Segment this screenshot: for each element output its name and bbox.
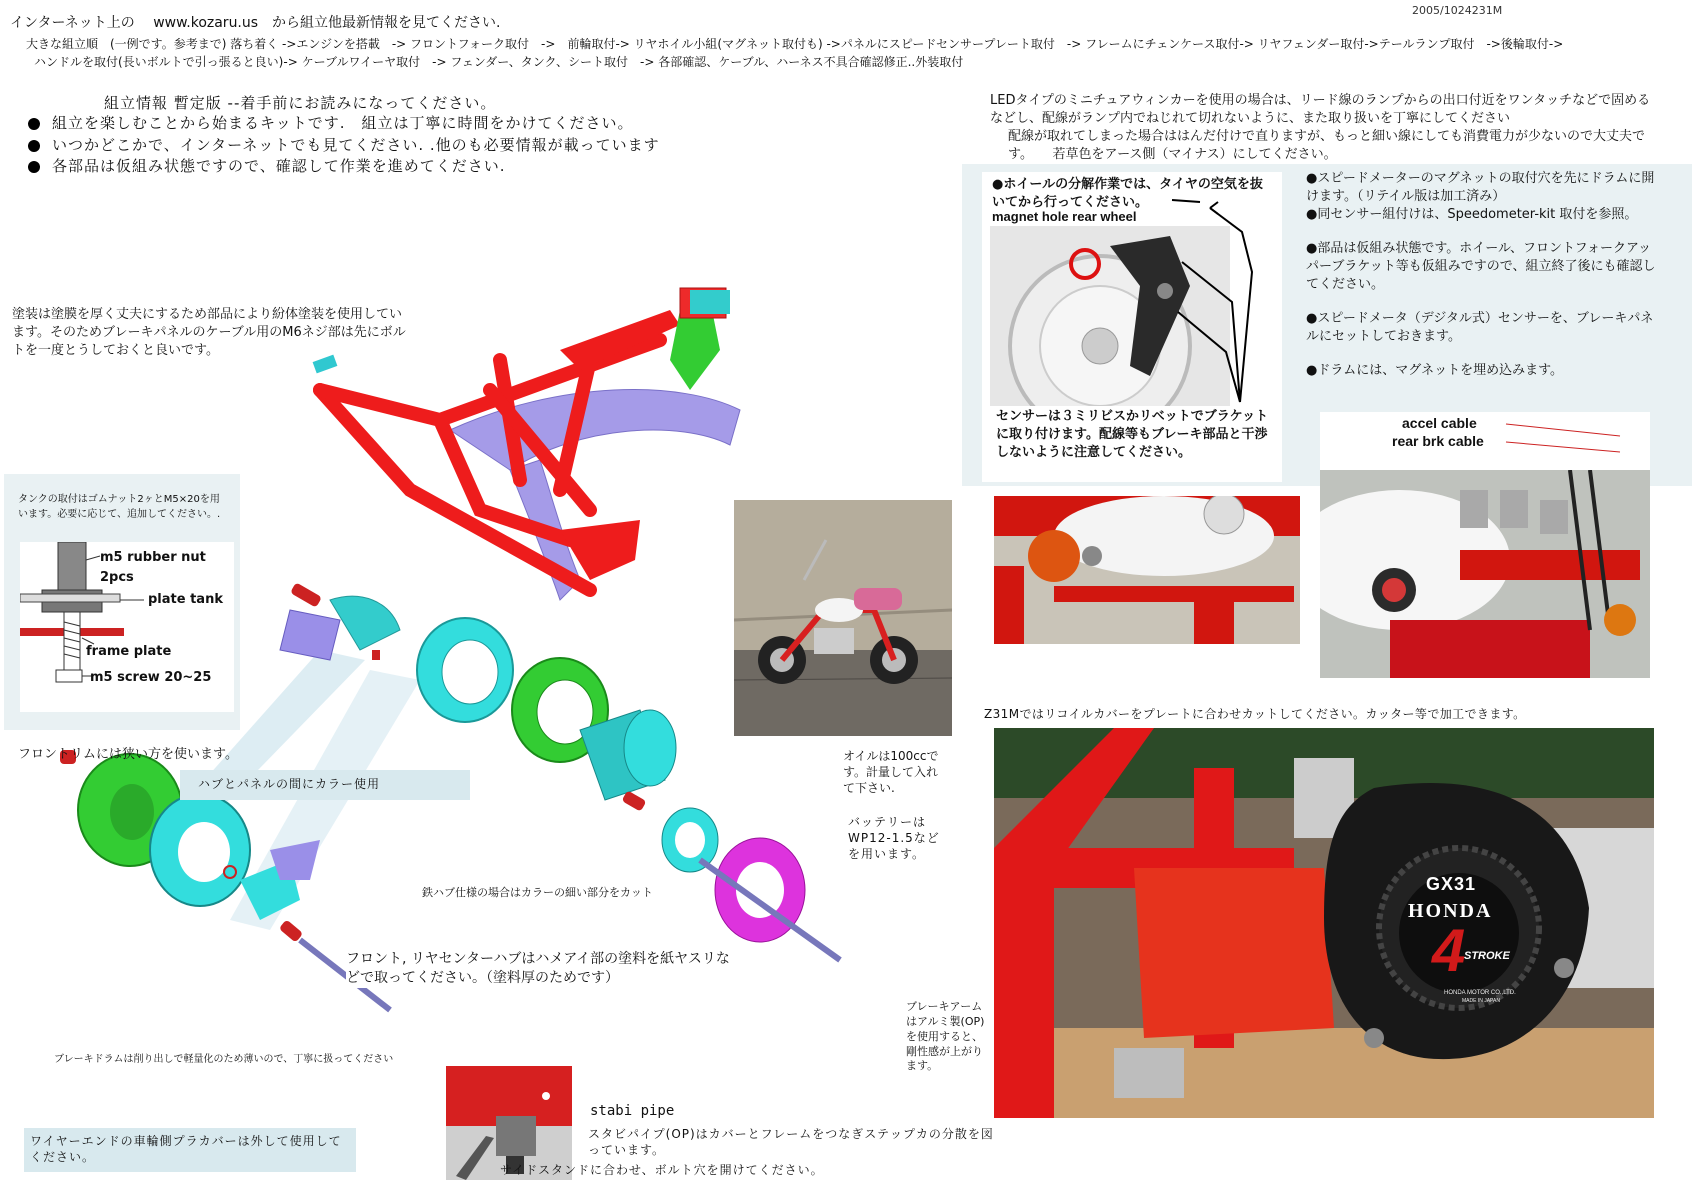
- intro-title: 組立情報 暫定版 --着手前にお読みになってください。: [104, 94, 497, 112]
- label-plate-tank: plate tank: [148, 592, 223, 607]
- tank-cable-image: [1320, 470, 1650, 678]
- engine-model: GX31: [1426, 874, 1477, 894]
- recoil-cover-note: Z31Mではリコイルカバーをプレートに合わせカットしてください。カッター等で加工できます。: [984, 707, 1526, 721]
- bullet-icon: [28, 118, 40, 130]
- intro-bullets: [28, 114, 858, 177]
- collar-note: ハブとパネルの間にカラー使用: [198, 777, 381, 791]
- label-2pcs: 2pcs: [100, 570, 134, 585]
- front-fork-photo: [994, 496, 1300, 644]
- center-hub-note: フロント, リヤセンターハブはハメアイ部の塗料を紙ヤスリなどで取ってください。（塗料厚のためです）: [346, 950, 736, 988]
- speedo-note: ●部品は仮組み状態です。ホイール、フロントフォークアッパーブラケット等も仮組みですので、組立終了後にも確認してください。: [1306, 240, 1656, 292]
- wire-end-panel: [24, 1128, 356, 1172]
- bike-photo: [734, 500, 952, 736]
- front-fork-image: [994, 496, 1300, 644]
- four-stroke-badge: 4: [1432, 917, 1466, 984]
- tank-note-text: タンクの取付はゴムナット2ヶとM5×20を用います。必要に応じて、追加してください。.: [18, 494, 221, 520]
- speedo-note: ●同センサー組付けは、Speedometer-kit 取付を参照。: [1306, 206, 1638, 222]
- oil-note: オイルは100ccです。計量して入れて下さい.: [843, 749, 939, 796]
- front-rim-note: フロントリムには狭い方を使います。: [18, 747, 238, 762]
- drum-note: ブレーキドラムは削り出しで軽量化のため薄いので、丁寧に扱ってください: [54, 1054, 394, 1065]
- engine-brand: HONDA: [1408, 900, 1493, 922]
- stabi-pipe-note: スタビパイプ(OP)はカバーとフレームをつなぎステップカの分散を図っています。: [588, 1127, 994, 1158]
- wire-end-note: ワイヤーエンドの車輪側プラカバーは外して使用してください。: [30, 1134, 342, 1164]
- assembly-order-line-2: ハンドルを取付(長いボルトで引っ張ると良い)-> ケーブルワイーヤ取付 -> フェンダー、タンク、シート取付 -> 各部確認、ケーブル、ハーネス不具合確認修正..外装取付: [34, 55, 964, 69]
- tank-cable-photo: [1320, 412, 1650, 678]
- wheel-sensor-figure: [982, 172, 1282, 482]
- label-rubber-nut: m5 rubber nut: [100, 550, 206, 565]
- engine-image: [994, 728, 1654, 1118]
- engine-maker: HONDA MOTOR CO.,LTD.: [1444, 990, 1516, 996]
- rear-brake-cable-label: rear brk cable: [1392, 433, 1484, 449]
- stroke-label: STROKE: [1464, 950, 1510, 962]
- assembly-order-line-1: 大きな組立順 (一例です。参考まで) 落ち着く ->エンジンを搭載 -> フロントフォーク取付 -> 前輪取付-> リヤホイル小組(マグネット取付も) ->パネルにスピードセンサープレート取付 -> フレームにチェンケース取付-> リヤフェンダー取付->テールランプ取付 ->後輪取付->: [26, 37, 1564, 51]
- magnet-hole-label: magnet hole rear wheel: [992, 209, 1137, 224]
- speedo-note: ●スピードメーターのマグネットの取付穴を先にドラムに開けます。（リテイル版は加工済み）: [1306, 171, 1655, 204]
- iron-hub-note: 鉄ハブ仕様の場合はカラーの細い部分をカット: [422, 886, 653, 899]
- stabi-bolt-note: サイドスタンドに合わせ、ボルト穴を開けてください。: [500, 1163, 824, 1177]
- label-m5-screw: m5 screw 20~25: [90, 670, 212, 685]
- monkey-bike-image: [734, 500, 952, 736]
- collar-note-panel: [180, 770, 470, 800]
- powder-coating-note: 塗装は塗膜を厚く丈夫にするため部品により紛体塗装を使用しています。そのためブレーキパネルのケーブル用のM6ネジ部は先にボルトを一度とうしておくと良いです。: [12, 307, 406, 358]
- bullet-icon: [28, 161, 40, 173]
- brake-arm-note: ブレーキアームはアルミ製(OP)を使用すると、剛性感が上がります。: [906, 1000, 985, 1073]
- stabi-pipe-label: stabi pipe: [590, 1103, 675, 1119]
- label-frame-plate: frame plate: [86, 644, 172, 659]
- led-winker-note: LEDタイプのミニチュアウィンカーを使用の場合は、リード線のランプからの出口付近をワンタッチなどで固めるなどし、配線がランプ内でねじれて切れないように、また取り扱いを丁寧にしてください 配線が取れてしまった場合ははんだ付けで直りますが、もっと細い線にしても消費電力が少ないので大丈夫です。 若草色をアース側（マイナス）にしてください。: [990, 93, 1651, 162]
- intro-bullet: 組立を楽しむことから始まるキットです. 組立は丁寧に時間をかけてください。: [28, 114, 858, 134]
- cable-pointer-lines: [1320, 412, 1650, 472]
- engine-photo: [994, 728, 1654, 1118]
- document-code: 2005/1024231M: [1412, 4, 1503, 17]
- speedometer-notes: [1306, 170, 1662, 379]
- wheel-title-note: ●ホイールの分解作業では、タイヤの空気を抜いてから行ってください。: [992, 177, 1263, 210]
- speedo-note: ●ドラムには、マグネットを埋め込みます。: [1306, 362, 1564, 378]
- engine-made-in: MADE IN JAPAN: [1462, 998, 1500, 1004]
- battery-note: バッテリーは WP12-1.5などを用います。: [848, 815, 940, 862]
- sensor-rivet-note: センサーは３ミリビスかリベットでブラケットに取り付けます。配線等もブレーキ部品と干渉しないように注意してください。: [996, 409, 1269, 460]
- header-line: インターネット上の www.kozaru.us から組立他最新情報を見てください.: [10, 15, 501, 31]
- bullet-icon: [28, 140, 40, 152]
- intro-bullet: 各部品は仮組み状態ですので、確認して作業を進めてください.: [28, 157, 858, 177]
- speedo-note: ●スピードメータ（デジタル式）センサーを、ブレーキパネルにセットしておきます。: [1306, 310, 1654, 344]
- intro-bullet: いつかどこかで、インターネットでも見てください. .他のも必要情報が載っています: [28, 136, 858, 156]
- accel-cable-label: accel cable: [1402, 415, 1477, 431]
